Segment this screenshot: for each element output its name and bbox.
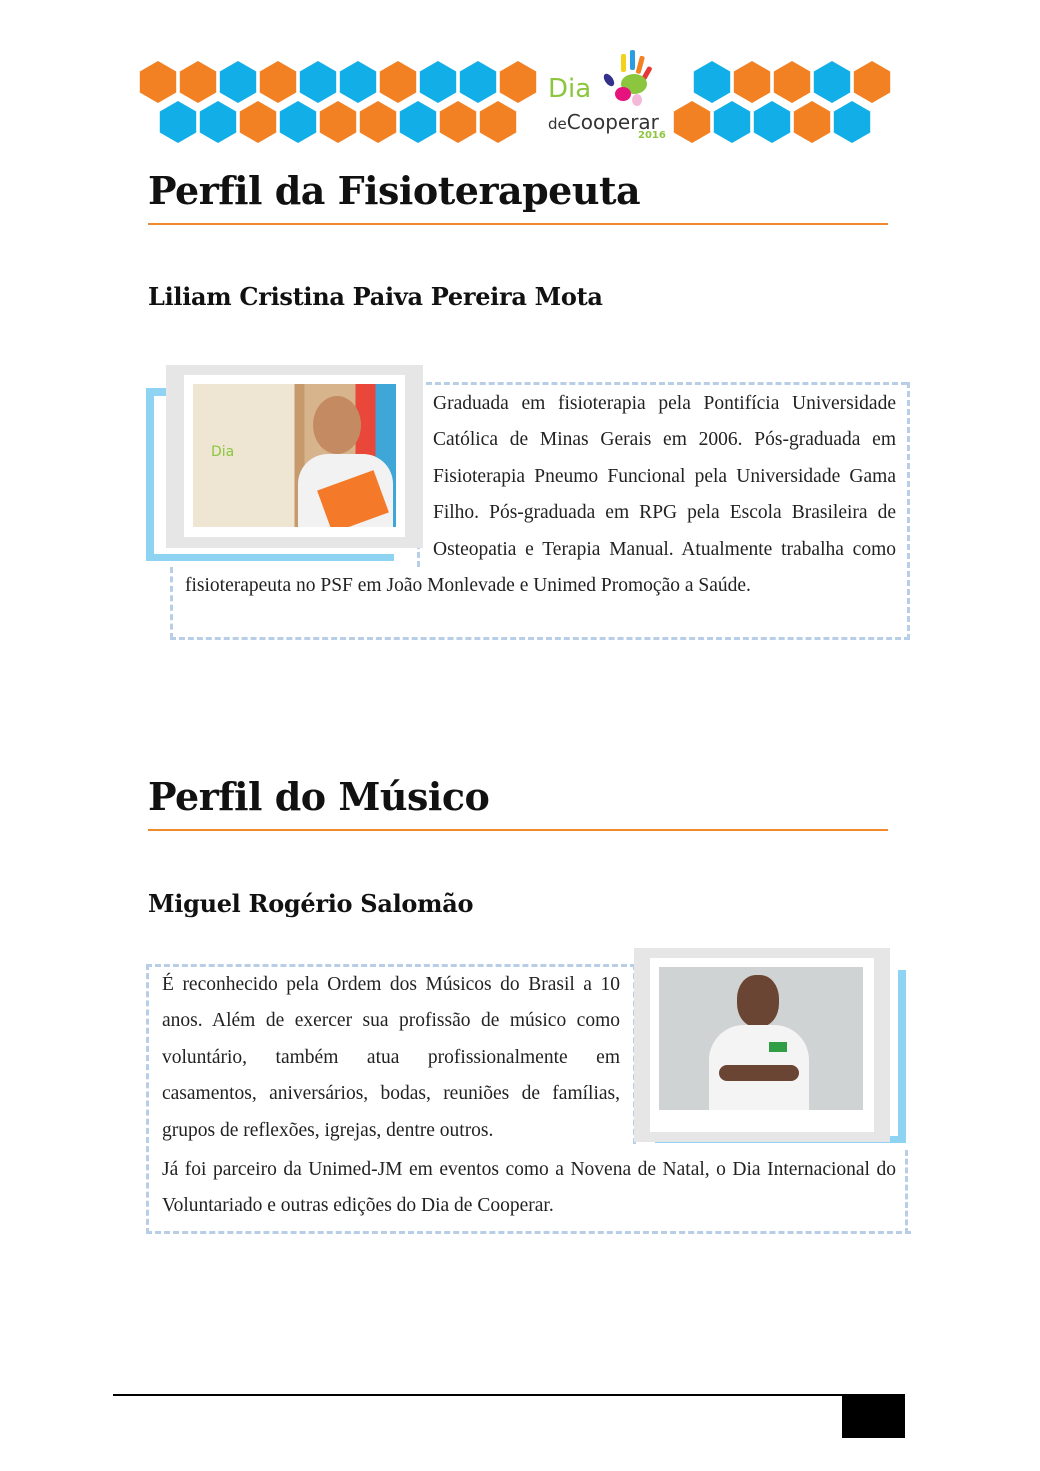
logo-cooperar: Cooperar	[566, 110, 659, 134]
hexagon	[440, 101, 476, 143]
hexagon	[794, 101, 830, 143]
photo-liliam: Dia	[193, 384, 396, 527]
section-title-musico: Perfil do Músico	[148, 774, 490, 819]
hexagon	[320, 101, 356, 143]
title-underline	[148, 829, 888, 831]
hexagon	[140, 61, 176, 103]
hexagon	[380, 61, 416, 103]
logo-year: 2016	[638, 130, 666, 141]
hexagon-banner-right	[672, 60, 894, 146]
hexagon-banner-left	[138, 60, 538, 146]
person-name-liliam: Liliam Cristina Paiva Pereira Mota	[148, 282, 603, 311]
hexagon	[240, 101, 276, 143]
hexagon	[674, 101, 710, 143]
hexagon	[180, 61, 216, 103]
bio-text-liliam	[185, 386, 896, 604]
photo-miguel	[659, 967, 863, 1110]
footer-rule	[113, 1394, 905, 1396]
section-title-fisioterapeuta: Perfil da Fisioterapeuta	[148, 168, 641, 213]
dia-de-cooperar-logo	[546, 48, 670, 144]
hexagon	[694, 61, 730, 103]
bio-paragraph: Graduada em fisioterapia pela Pontifícia Universidade Católica de Minas Gerais em 2006. Pós-graduada em Fisioterapia Pneumo Funcional pela Universidade Gama Filho. Pós-graduada em RPG pela Escola Brasileira de Osteopatia e Terapia Manual. Atualmente trabalha como fisioterapeuta no PSF em João Monlevade e Unimed Promoção a Saúde.	[185, 393, 896, 597]
hexagon	[714, 101, 750, 143]
hexagon	[734, 61, 770, 103]
page-number-box	[842, 1395, 905, 1438]
hexagon	[220, 61, 256, 103]
hexagon	[460, 61, 496, 103]
photo-frame	[634, 948, 890, 1142]
bio-text-miguel-p1: É reconhecido pela Ordem dos Músicos do Brasil a 10 anos. Além de exercer sua profissão de músico como voluntário, também atua profissionalmente em casamentos, aniversários, bodas, reuniões de famílias, grupos de reflexões, igrejas, dentre outros.	[162, 974, 620, 1141]
bio-box-border-right	[905, 1150, 908, 1234]
bio-text-miguel-p2: Já foi parceiro da Unimed-JM em eventos como a Novena de Natal, o Dia Internacional do Voluntariado e outras edições do Dia de Cooperar.	[162, 1159, 896, 1217]
hexagon	[854, 61, 890, 103]
hand-logo-icon	[601, 48, 661, 110]
hexagon	[300, 61, 336, 103]
hexagon	[200, 101, 236, 143]
hexagon	[500, 61, 536, 103]
hexagon	[160, 101, 196, 143]
hexagon	[340, 61, 376, 103]
hexagon	[774, 61, 810, 103]
hexagon	[400, 101, 436, 143]
hexagon	[814, 61, 850, 103]
hexagon	[834, 101, 870, 143]
hexagon	[420, 61, 456, 103]
hexagon	[260, 61, 296, 103]
logo-de: de	[548, 115, 567, 133]
logo-dia: Dia	[548, 74, 592, 104]
title-underline	[148, 223, 888, 225]
person-name-miguel: Miguel Rogério Salomão	[148, 889, 474, 918]
bio-box-border-top	[417, 382, 907, 385]
hexagon	[480, 101, 516, 143]
bio-box-border-left	[170, 567, 173, 639]
hexagon	[754, 101, 790, 143]
hexagon	[280, 101, 316, 143]
hexagon	[360, 101, 396, 143]
